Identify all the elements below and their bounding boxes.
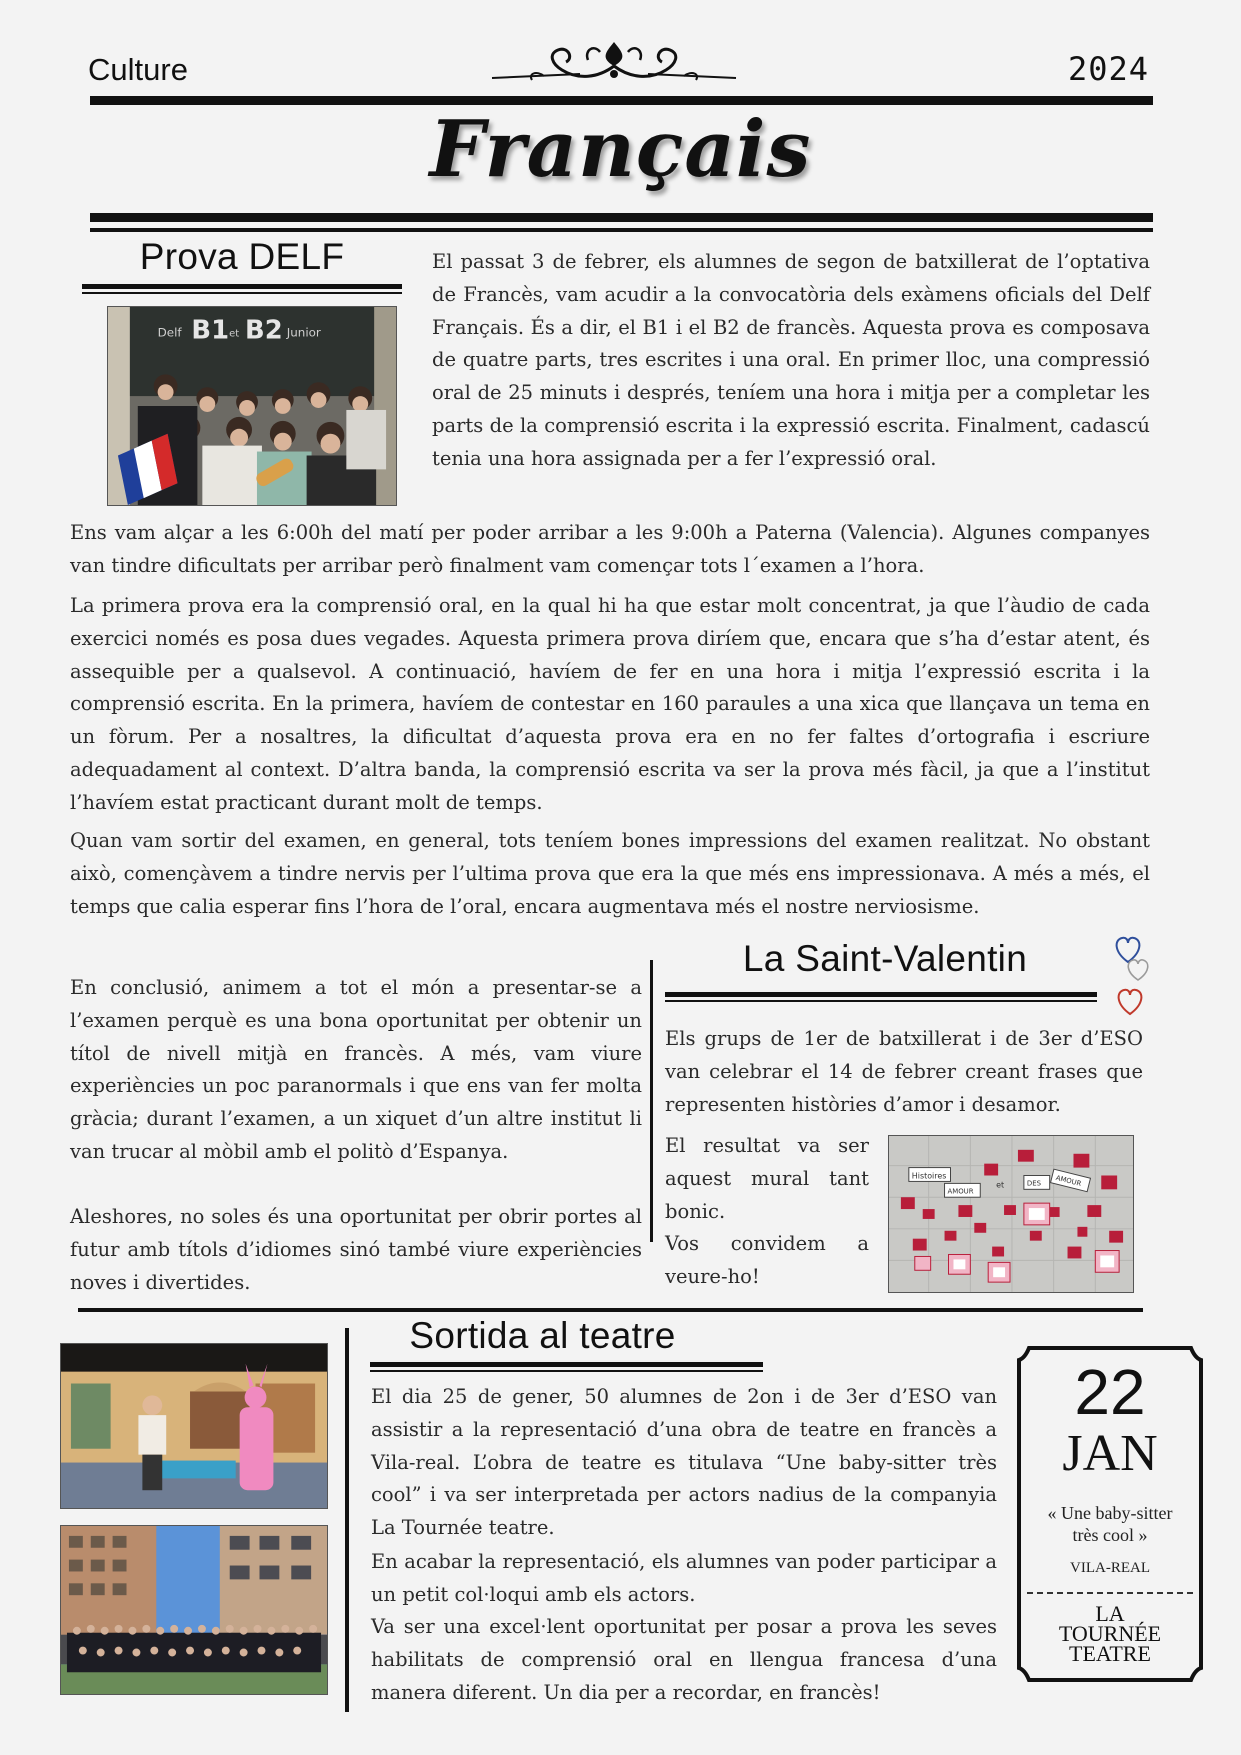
theatre-group-photo (60, 1525, 328, 1695)
valentin-title-rule (665, 992, 1097, 997)
svg-text:Delf: Delf (157, 325, 182, 340)
teatre-title-rule (370, 1362, 763, 1367)
ticket-company-line-2: TOURNÉE (1058, 1621, 1162, 1646)
delf-paragraph-3: La primera prova era la comprensió oral, en la qual hi ha que estar molt concentrat, ja que l’àudio de cada exercici només es posa dues vegades. Aquesta primera prova diríem que, encara que s’ha d’estar atent, és assequible per a qualsevol. A continuació, havíem de fer en una hora i mitja l’expressió escrita i la comprensió escrita. En la primera, havíem de contestar en 160 paraules a una xica que llançava un tema en un fòrum. Per a nosaltres, la dificultat d’aquesta prova era en no fer faltes d’ortografia i escriure adequadament al context. D’altra banda, la comprensió escrita va ser la prova més fàcil, ja que a l’institut l’havíem estat practicant durant molt de temps. (70, 594, 1150, 814)
section-separator (78, 1308, 1143, 1312)
valentin-title-rule-thin (665, 1000, 1097, 1002)
mural-word-3: et (996, 1180, 1005, 1190)
delf-intro-paragraph: El passat 3 de febrer, els alumnes de segon de batxillerat de l’optativa de Francès, vam acudir a la convocatòria dels exàmens oficials del Delf Français. És a dir, el B1 i el B2 de francès. Aquesta prova es composava de quatre parts, tres escrites i una oral. En primer lloc, una compressió oral de 25 minuts i després, teníem una hora i mitja per a completar les parts de la comprensió escrita i la expressió escrita. Finalment, cadascú tenia una hora assignada per a fer l’expressió oral. (432, 250, 1150, 470)
delf-paragraph-6: Aleshores, no soles és una oportunitat per obrir portes al futur amb títols d’idiomes sinó també viure experiències noves i divertides. (70, 1205, 642, 1294)
teatre-title: Sortida al teatre (409, 1315, 676, 1356)
ticket-day: 22 (1074, 1356, 1146, 1428)
page-header (0, 0, 1241, 240)
ticket-place: VILA-REAL (1070, 1560, 1150, 1576)
delf-group-photo (107, 306, 397, 506)
delf-paragraph-4: Quan vam sortir del examen, en general, tots teníem bones impressions del examen realitzat. No obstant això, començàvem a tindre nervis per l’ultima prova que era la que més ens impressionava. A més a més, el temps que calia esperar fins l’hora de l’oral, encara augmentava més el nostre nerviosisme. (70, 829, 1150, 918)
svg-text:B1: B1 (191, 315, 230, 346)
ticket-play-line-2: très cool » (1072, 1525, 1148, 1545)
valentin-paragraph-1: Els grups de 1er de batxillerat i de 3er d’ESO van celebrar el 14 de febrer creant frases que representen històries d’amor i desamor. (665, 1027, 1143, 1116)
delf-paragraph-2: Ens vam alçar a les 6:00h del matí per poder arribar a les 9:00h a Paterna (Valencia). Algunes companyes van tindre dificultats per arribar però finalment vam començar tots l´examen a l’hora. (70, 521, 1150, 577)
delf-title-rule (82, 284, 402, 289)
ticket-dashed-divider (1027, 1592, 1193, 1594)
delf-title: Prova DELF (139, 236, 345, 277)
header-rule-bottom-1 (90, 213, 1153, 222)
section-label: Culture (88, 52, 188, 87)
masthead-title: Français (429, 104, 812, 195)
valentin-paragraph-2: El resultat va ser aquest mural tant bonic. (665, 1134, 869, 1223)
teatre-vertical-divider (345, 1328, 349, 1712)
mural-word-1: Histoires (911, 1171, 947, 1181)
teatre-title-rule-thin (370, 1370, 763, 1372)
delf-paragraph-5: En conclusió, animem a tot el món a presentar-se a l’examen perquè es una bona oportunitat per obtenir un títol de nivell mitjà en francès. A més, vam viure experiències un poc paranormals i que ens van fer molta gràcia; durant l’examen, a un xiquet d’un altre institut li van trucar al mòbil amb el politò d’Espanya. (70, 976, 642, 1163)
year-label: 2024 (1067, 50, 1149, 88)
mural-word-2: AMOUR (947, 1187, 974, 1196)
mural-word-5: AMOUR (1054, 1173, 1083, 1188)
svg-text:B2: B2 (245, 315, 283, 346)
ticket-company-line-3: TEATRE (1069, 1641, 1151, 1666)
ticket-play-line-1: « Une baby-sitter (1047, 1503, 1173, 1523)
header-rule-bottom-2 (90, 228, 1153, 232)
teatre-paragraph-2: En acabar la representació, els alumnes van poder participar a un petit col·loqui amb els actors. (371, 1550, 997, 1606)
column-divider-vertical (650, 960, 653, 1242)
ticket-company-line-1: LA (1095, 1601, 1125, 1626)
teatre-paragraph-3: Va ser una excel·lent oportunitat per posar a prova les seves habilitats de comprensió oral en llengua francesa d’una manera diferent. Un dia per a recordar, en francès! (371, 1615, 997, 1704)
ornament-icon (488, 36, 740, 86)
hearts-icon (1112, 934, 1160, 1018)
teatre-paragraph-1: El dia 25 de gener, 50 alumnes de 2on i de 3er d’ESO van assistir a la representació d’una obra de teatre en francès a Vila-real. L’obra de teatre es titulava “Une baby-sitter très cool” i va ser interpretada per actors nadius de la companyia La Tournée teatre. (371, 1385, 997, 1540)
mural-word-4: DES (1026, 1179, 1041, 1188)
theatre-stage-photo (60, 1343, 328, 1509)
svg-text:et: et (229, 328, 240, 340)
valentin-paragraph-3: Vos convidem a veure-ho! (665, 1232, 869, 1288)
svg-text:Junior: Junior (286, 325, 321, 340)
ticket-month: JAN (1062, 1425, 1158, 1482)
valentin-mural-photo (888, 1135, 1134, 1293)
event-ticket (1017, 1346, 1203, 1682)
valentin-title: La Saint-Valentin (742, 938, 1028, 979)
delf-title-rule-thin (82, 292, 402, 294)
